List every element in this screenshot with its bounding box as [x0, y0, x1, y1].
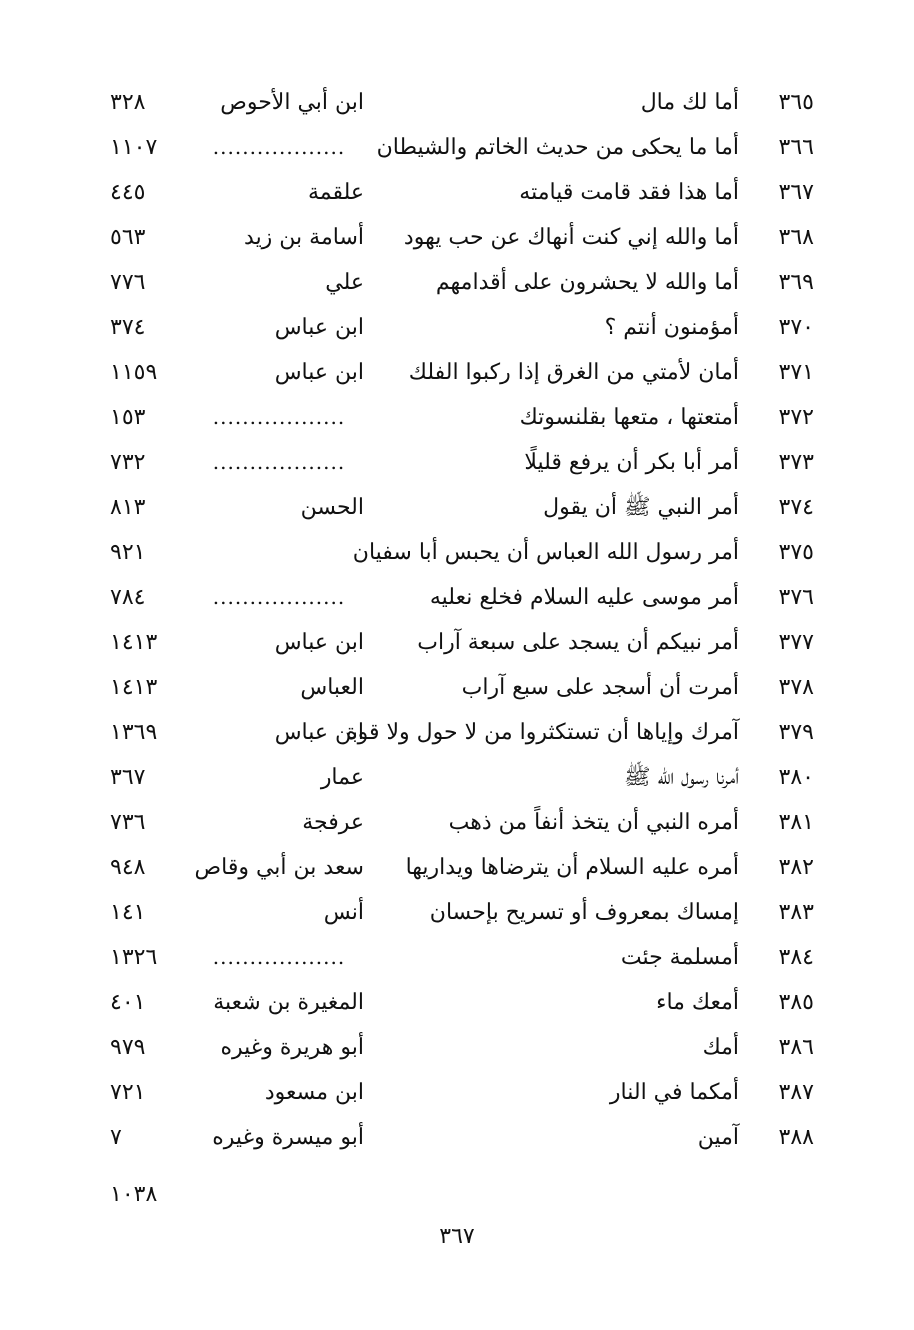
index-row: [0, 1025, 914, 1070]
index-row: [0, 395, 914, 440]
narrator: أسامة بن زيد: [244, 225, 364, 250]
leader-dots: ..................: [212, 585, 346, 609]
hadith-text: أمر موسى عليه السلام فخلع نعليه: [429, 585, 739, 610]
narrator: أبو ميسرة وغيره: [212, 1125, 364, 1150]
hadith-text: إمساك بمعروف أو تسريح بإحسان: [429, 900, 739, 925]
page-reference: ٤٤٥: [110, 180, 146, 205]
hadith-text: أما والله لا يحشرون على أقدامهم: [435, 270, 739, 295]
narrator: عمار: [320, 765, 364, 790]
page-reference: ٧: [110, 1125, 122, 1150]
hadith-text: أمر رسول الله العباس أن يحبس أبا سفيان: [352, 540, 739, 565]
index-row: [0, 1070, 914, 1115]
entry-number: ٣٧٣: [778, 450, 814, 475]
entry-number: ٣٦٩: [778, 270, 814, 295]
narrator: ابن أبي الأحوص: [220, 90, 364, 115]
index-row: [0, 440, 914, 485]
page-reference: ١١٠٧: [110, 135, 158, 160]
page-reference: ١١٥٩: [110, 360, 158, 385]
index-row: [0, 305, 914, 350]
index-row: [0, 530, 914, 575]
page-reference: ١٥٣: [110, 405, 146, 430]
page-reference: ٤٠١: [110, 990, 146, 1015]
index-row: [0, 485, 914, 530]
index-row: [0, 935, 914, 980]
hadith-text: أما ما يحكى من حديث الخاتم والشيطان: [376, 135, 739, 160]
entry-number: ٣٧٦: [778, 585, 814, 610]
index-row: [0, 755, 914, 800]
hadith-text: أمؤمنون أنتم ؟: [604, 315, 739, 340]
entry-number: ٣٨٧: [778, 1080, 814, 1105]
hadith-text: أمر النبي ﷺ أن يقول: [543, 495, 739, 520]
entry-number: ٣٨٣: [778, 900, 814, 925]
index-row: [0, 215, 914, 260]
entry-number: ٣٧٢: [778, 405, 814, 430]
leader-dots: ..................: [212, 450, 346, 474]
hadith-text: أما لك مال: [640, 90, 739, 115]
hadith-text: أمتعتها ، متعها بقلنسوتك: [519, 405, 739, 430]
hadith-text: أمر أبا بكر أن يرفع قليلًا: [524, 450, 739, 475]
page-reference: ٧٨٤: [110, 585, 146, 610]
page-reference: ٧٣٦: [110, 810, 146, 835]
page-reference: ٧٧٦: [110, 270, 146, 295]
entry-number: ٣٨٤: [778, 945, 814, 970]
hadith-text: أمك: [702, 1035, 739, 1060]
entry-number: ٣٧٨: [778, 675, 814, 700]
page-reference: ١٤١٣: [110, 675, 158, 700]
page-number: ٣٦٧: [439, 1224, 475, 1249]
narrator: ابن عباس: [274, 360, 364, 385]
hadith-text: أمسلمة جئت: [620, 945, 739, 970]
hadith-text: أمكما في النار: [609, 1080, 739, 1105]
entry-number: ٣٧٩: [778, 720, 814, 745]
page-reference: ٧٣٢: [110, 450, 146, 475]
narrator: أبو هريرة وغيره: [220, 1035, 364, 1060]
page-reference: ١٣٦٩: [110, 720, 158, 745]
narrator: عرفجة: [302, 810, 364, 835]
entry-number: ٣٦٧: [778, 180, 814, 205]
entry-number: ٣٧٤: [778, 495, 814, 520]
leader-dots: ..................: [212, 135, 346, 159]
hadith-text: أمر نبيكم أن يسجد على سبعة آراب: [417, 630, 739, 655]
narrator: العباس: [300, 675, 364, 700]
narrator: أنس: [323, 900, 364, 925]
hadith-text: أمعك ماء: [656, 990, 739, 1015]
page-reference: ٩٧٩: [110, 1035, 146, 1060]
index-row: [0, 980, 914, 1025]
hadith-text: أمان لأمتي من الغرق إذا ركبوا الفلك: [408, 360, 739, 385]
page-reference: ١٤١٣: [110, 630, 158, 655]
hadith-text: أما هذا فقد قامت قيامته: [519, 180, 739, 205]
index-row: [0, 170, 914, 215]
entry-number: ٣٦٨: [778, 225, 814, 250]
page-reference: ١٤١: [110, 900, 146, 925]
entry-number: ٣٨٥: [778, 990, 814, 1015]
hadith-text: آمرك وإياها أن تستكثروا من لا حول ولا قوة: [346, 720, 739, 745]
entry-number: ٣٨٨: [778, 1125, 814, 1150]
hadith-index-list: [0, 80, 914, 1160]
index-row: [0, 620, 914, 665]
narrator: علي: [325, 270, 364, 295]
index-row: [0, 1115, 914, 1160]
hadith-text: أمره عليه السلام أن يترضاها ويداريها: [405, 855, 739, 880]
leader-dots: ..................: [212, 945, 346, 969]
hadith-text: أمرنا رسول الله ﷺ: [624, 765, 739, 790]
narrator: سعد بن أبي وقاص: [194, 855, 364, 880]
narrator: المغيرة بن شعبة: [213, 990, 364, 1015]
page-reference: ٨١٣: [110, 495, 146, 520]
hadith-text: أمره النبي أن يتخذ أنفاً من ذهب: [448, 810, 739, 835]
page-reference: ٩٢١: [110, 540, 146, 565]
page-reference: ١٣٢٦: [110, 945, 158, 970]
index-row: [0, 800, 914, 845]
page-reference: ٩٤٨: [110, 855, 146, 880]
index-row: [0, 260, 914, 305]
page-reference: ٥٦٣: [110, 225, 146, 250]
narrator: ابن عباس: [274, 720, 364, 745]
hadith-text: أما والله إني كنت أنهاك عن حب يهود: [403, 225, 739, 250]
entry-number: ٣٦٦: [778, 135, 814, 160]
page-reference: ٣٧٤: [110, 315, 146, 340]
entry-number: ٣٨٢: [778, 855, 814, 880]
page-reference: ٧٢١: [110, 1080, 146, 1105]
hadith-text: آمين: [697, 1125, 739, 1150]
entry-number: ٣٧٧: [778, 630, 814, 655]
entry-number: ٣٨٠: [778, 765, 814, 790]
index-row: [0, 125, 914, 170]
index-row: [0, 665, 914, 710]
entry-number: ٣٧٠: [778, 315, 814, 340]
entry-number: ٣٨٦: [778, 1035, 814, 1060]
narrator: الحسن: [300, 495, 364, 520]
index-row: [0, 710, 914, 755]
entry-number: ٣٨١: [778, 810, 814, 835]
page-reference: ٣٦٧: [110, 765, 146, 790]
entry-number: ٣٧١: [778, 360, 814, 385]
index-row: [0, 80, 914, 125]
entry-number: ٣٧٥: [778, 540, 814, 565]
narrator: علقمة: [307, 180, 364, 205]
leader-dots: ..................: [212, 405, 346, 429]
narrator: ابن عباس: [274, 630, 364, 655]
narrator: ابن عباس: [274, 315, 364, 340]
index-row: [0, 575, 914, 620]
hadith-text: أمرت أن أسجد على سبع آراب: [461, 675, 739, 700]
index-row: [0, 845, 914, 890]
index-row: [0, 350, 914, 395]
continued-page-reference: ١٠٣٨: [110, 1182, 158, 1207]
narrator: ابن مسعود: [264, 1080, 364, 1105]
index-row: [0, 890, 914, 935]
page-reference: ٣٢٨: [110, 90, 146, 115]
entry-number: ٣٦٥: [778, 90, 814, 115]
